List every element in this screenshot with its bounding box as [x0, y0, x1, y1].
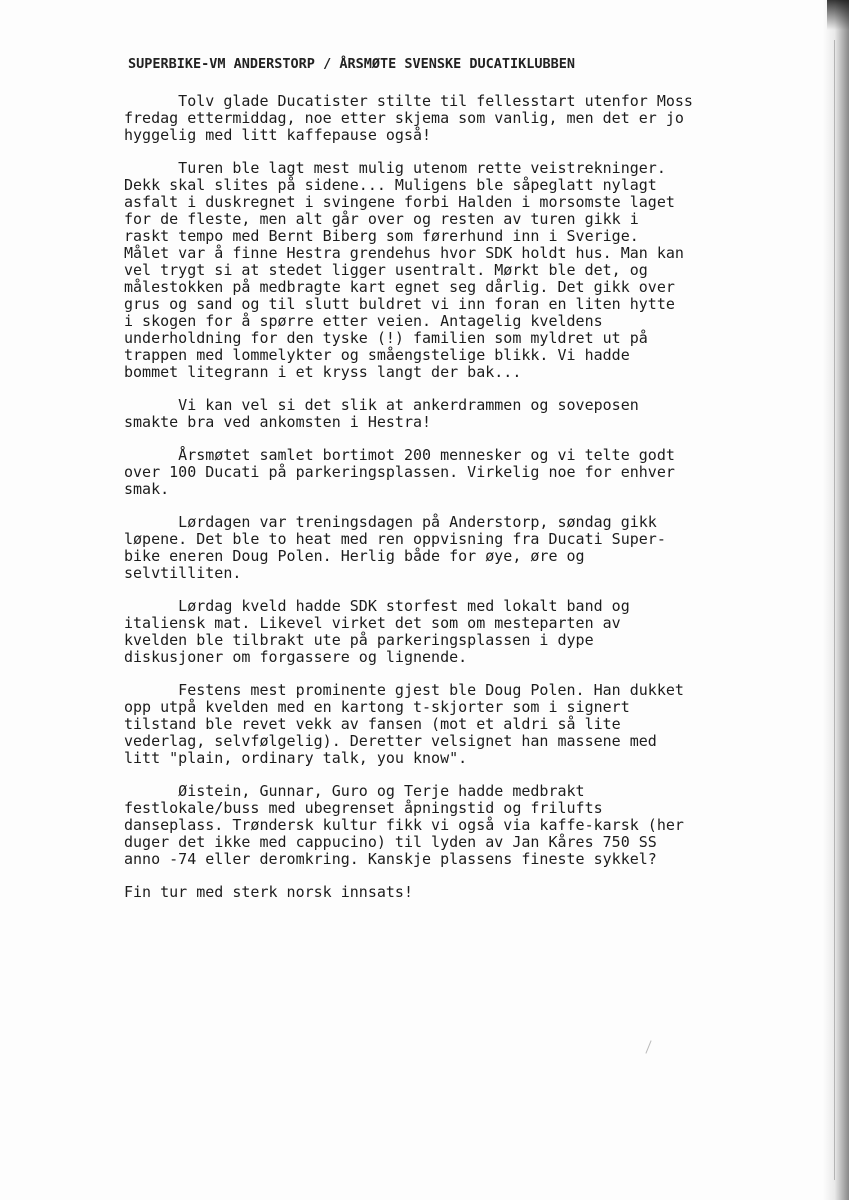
- text-line: hyggelig med litt kaffepause også!: [124, 126, 432, 144]
- text-line: Tolv glade Ducatister stilte til fellesstart utenfor Moss: [124, 92, 693, 110]
- text-line: Øistein, Gunnar, Guro og Terje hadde medbrakt: [124, 782, 585, 800]
- text-line: anno -74 eller deromkring. Kanskje plassens fineste sykkel?: [124, 850, 657, 868]
- text-line: selvtilliten.: [124, 564, 242, 582]
- text-line: underholdning for den tyske (!) familien som myldret ut på: [124, 329, 648, 347]
- page-edge-shadow: [823, 0, 849, 1200]
- text-line: italiensk mat. Likevel virket det som om mesteparten av: [124, 614, 621, 632]
- text-line: vel trygt si at stedet ligger usentralt. Mørkt ble det, og: [124, 261, 648, 279]
- text-line: festlokale/buss med ubegrenset åpningstid og frilufts: [124, 799, 603, 817]
- document-body: [124, 56, 774, 901]
- text-line: diskusjoner om forgassere og lignende.: [124, 648, 468, 666]
- pencil-mark: [645, 1040, 651, 1053]
- text-line: duger det ikke med cappucino) til lyden av Jan Kåres 750 SS: [124, 833, 657, 851]
- text-line: litt "plain, ordinary talk, you know".: [124, 749, 468, 767]
- text-line: løpene. Det ble to heat med ren oppvisning fra Ducati Super-: [124, 530, 666, 548]
- paragraph: [124, 783, 774, 868]
- paragraph: [124, 682, 774, 767]
- text-line: bike eneren Doug Polen. Herlig både for øye, øre og: [124, 547, 585, 565]
- text-line: Vi kan vel si det slik at ankerdrammen og soveposen: [124, 396, 639, 414]
- paragraph: [124, 397, 774, 431]
- paragraph: [124, 160, 774, 381]
- text-line: Turen ble lagt mest mulig utenom rette veistrekninger.: [124, 159, 666, 177]
- text-line: Årsmøtet samlet bortimot 200 mennesker og vi telte godt: [124, 446, 675, 464]
- text-line: Festens mest prominente gjest ble Doug Polen. Han dukket: [124, 681, 684, 699]
- text-line: Dekk skal slites på sidene... Muligens ble såpeglatt nylagt: [124, 176, 657, 194]
- paragraph-list: [124, 93, 774, 868]
- text-line: kvelden ble tilbrakt ute på parkeringsplassen i dype: [124, 631, 594, 649]
- text-line: Lørdag kveld hadde SDK storfest med lokalt band og: [124, 597, 630, 615]
- text-line: i skogen for å spørre etter veien. Antagelig kveldens: [124, 312, 603, 330]
- text-line: raskt tempo med Bernt Biberg som førerhund inn i Sverige.: [124, 227, 639, 245]
- text-line: for de fleste, men alt går over og resten av turen gikk i: [124, 210, 639, 228]
- paragraph: [124, 447, 774, 498]
- text-line: smakte bra ved ankomsten i Hestra!: [124, 413, 432, 431]
- text-line: Lørdagen var treningsdagen på Anderstorp, søndag gikk: [124, 513, 657, 531]
- closing-line: Fin tur med sterk norsk innsats!: [124, 883, 413, 901]
- paragraph: [124, 93, 774, 144]
- text-line: over 100 Ducati på parkeringsplassen. Virkelig noe for enhver: [124, 463, 675, 481]
- text-line: grus og sand og til slutt buldret vi inn foran en liten hytte: [124, 295, 675, 313]
- text-line: asfalt i duskregnet i svingene forbi Halden i morsomste laget: [124, 193, 675, 211]
- document-title: SUPERBIKE-VM ANDERSTORP / ÅRSMØTE SVENSKE DUCATIKLUBBEN: [128, 56, 576, 72]
- text-line: smak.: [124, 480, 170, 498]
- text-line: vederlag, selvfølgelig). Deretter velsignet han massene med: [124, 732, 657, 750]
- text-line: trappen med lommelykter og småengstelige blikk. Vi hadde: [124, 346, 630, 364]
- text-line: Målet var å finne Hestra grendehus hvor SDK holdt hus. Man kan: [124, 244, 684, 262]
- text-line: bommet litegrann i et kryss langt der bak...: [124, 363, 522, 381]
- text-line: fredag ettermiddag, noe etter skjema som vanlig, men det er jo: [124, 109, 684, 127]
- paragraph: [124, 514, 774, 582]
- paragraph: [124, 598, 774, 666]
- page-corner-shadow: [827, 0, 849, 30]
- text-line: danseplass. Trøndersk kultur fikk vi også via kaffe-karsk (her: [124, 816, 684, 834]
- text-line: opp utpå kvelden med en kartong t-skjorter som i signert: [124, 698, 630, 716]
- text-line: tilstand ble revet vekk av fansen (mot et aldri så lite: [124, 715, 621, 733]
- page-edge-line: [834, 40, 835, 1180]
- text-line: målestokken på medbragte kart egnet seg dårlig. Det gikk over: [124, 278, 675, 296]
